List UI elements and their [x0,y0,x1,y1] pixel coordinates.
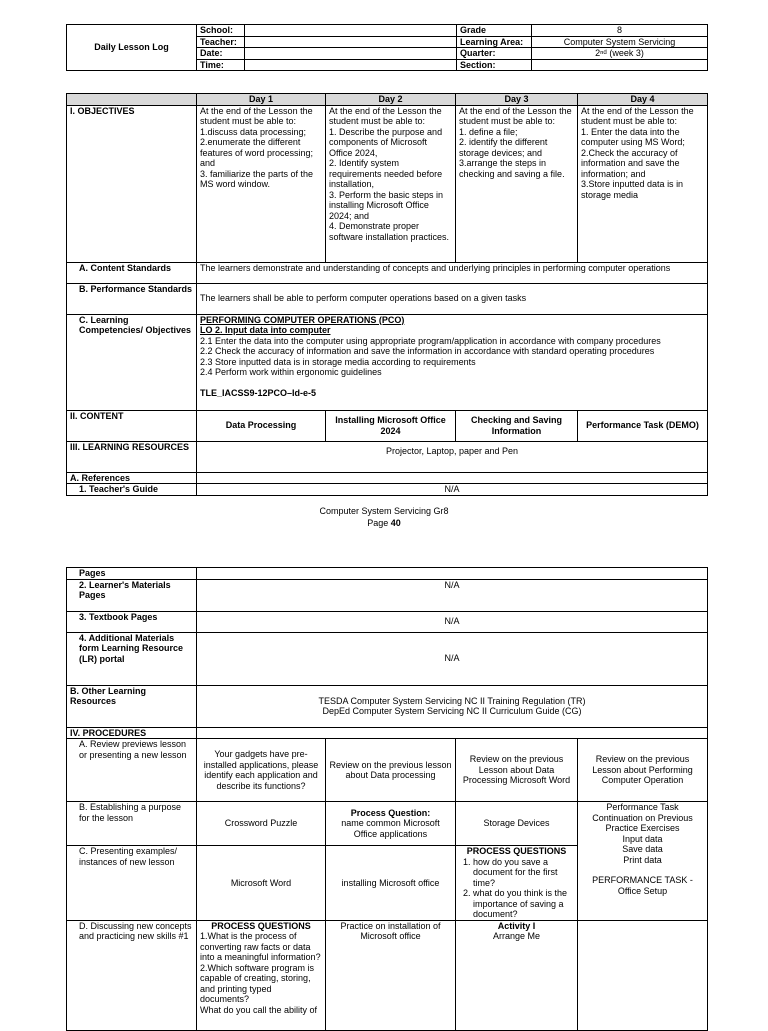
pages-blank [197,568,708,580]
procedures-label: IV. PROCEDURES [67,727,197,739]
objectives-day4 [578,105,708,262]
learning-resources-text: Projector, Laptop, paper and Pen [197,441,708,472]
obj-day4-item3: 3.Store inputted data is in storage media [581,179,684,200]
procedures-blank [197,727,708,739]
teacher-label: Teacher: [197,36,245,48]
date-value [245,48,457,60]
footer-subject: Computer System Servicing Gr8 [319,506,449,516]
procedure-b-day4-line: Save data [622,844,663,854]
learners-materials-value: N/A [197,579,708,611]
procedure-a-day1: Your gadgets have pre-installed applications, please identify each application and describe its functions? [197,739,326,802]
procedure-c-day4-text: PERFORMANCE TASK - Office Setup [592,875,693,896]
teachers-guide-value: N/A [197,484,708,496]
obj-day2-item3: 3. Perform the basic steps in installing Microsoft Office 2024; and [329,189,444,221]
content-day1: Data Processing [197,410,326,441]
day1-header: Day 1 [197,94,326,106]
section-label: Section: [457,59,532,71]
header-blank-cell [67,94,197,106]
procedure-b-day4-line: Print data [623,854,662,865]
content-day3: Checking and Saving Information [456,410,578,441]
competency-item: 2.4 Perform work within ergonomic guidelines [200,367,382,377]
procedure-d-day1-title: PROCESS QUESTIONS [211,920,311,931]
procedure-a-day3: Review on the previous Lesson about Data Processing Microsoft Word [456,739,578,802]
obj-day3-item2: 2. identify the different storage devices; and [459,137,548,158]
procedure-b-day2-text: name common Microsoft Office applications [341,818,440,839]
textbook-pages-label: 3. Textbook Pages [67,611,197,632]
competencies-label: C. Learning Competencies/ Objectives [67,314,197,410]
objectives-day2 [326,105,456,262]
header-table [66,24,708,71]
school-label: School: [197,25,245,37]
obj-day2-item2: 2. Identify system requirements needed before installation, [329,158,443,189]
area-value: Computer System Servicing [532,36,708,48]
textbook-pages-value: N/A [197,611,708,632]
time-label: Time: [197,59,245,71]
performance-standards-text: The learners shall be able to perform computer operations based on a given tasks [197,283,708,314]
competencies-cell [197,314,708,410]
additional-materials-label: 4. Additional Materials form Learning Resource (LR) portal [67,632,197,685]
objectives-label: I. OBJECTIVES [67,105,197,262]
procedure-d-day1-item: What do you call the ability of [200,1004,318,1015]
references-blank [197,472,708,484]
obj-day3-item3: 3.arrange the steps in checking and saving a file. [459,158,565,179]
footer-page-prefix: Page [367,518,391,528]
obj-day2-item1: 1. Describe the purpose and components of Microsoft Office 2024, [329,126,443,158]
competency-item: 2.2 Check the accuracy of information and save the information in accordance with standard operating procedures [200,346,655,356]
procedure-c-day3-title: PROCESS QUESTIONS [466,846,567,856]
procedure-c-day1: Microsoft Word [197,846,326,921]
procedure-c-day3-list [459,857,574,920]
procedure-b-day4-line: Input data [622,833,663,844]
procedure-d-day3-text: Arrange Me [492,931,541,941]
procedure-d-day2: Practice on installation of Microsoft office [326,920,456,1030]
lesson-table-page2 [66,567,708,1031]
procedure-b-day4-line: Performance Task [606,802,679,812]
objectives-day1 [197,105,326,262]
procedure-b-day2 [326,802,456,846]
obj-day3-intro: At the end of the Lesson the student must be able to: [459,105,572,126]
additional-materials-value: N/A [197,632,708,685]
procedure-b-day4-line: Continuation on Previous [592,812,693,823]
content-label: II. CONTENT [67,410,197,441]
content-day4: Performance Task (DEMO) [578,410,708,441]
other-resources-label: B. Other Learning Resources [67,685,197,727]
competency-item: 2.1 Enter the data into the computer using appropriate program/application in accordance with company procedures [200,335,661,346]
content-standards-text: The learners demonstrate and understanding of concepts and underlying principles in performing computer operations [197,262,708,283]
other-resources-line1: TESDA Computer System Servicing NC II Training Regulation (TR) [318,695,586,706]
procedure-a-day4: Review on the previous Lesson about Performing Computer Operation [578,739,708,802]
procedure-c-day3-item: 1. how do you save a document for the first time? [473,857,574,889]
section-value [532,59,708,71]
procedure-d-day4 [578,920,708,1030]
procedure-d-day3-title: Activity I [497,920,536,931]
day3-header: Day 3 [456,94,578,106]
procedure-c-day3-item: 2. what do you think is the importance of saving a document? [473,888,574,920]
obj-day4-item2: 2.Check the accuracy of information and save the information; and [581,147,680,179]
footer-page [0,518,768,528]
quarter-value: 2ⁿᵈ (week 3) [532,48,708,60]
procedure-d-day1-item: 2.Which software program is capable of creating, storing, and printing typed documents? [200,962,315,1004]
grade-label: Grade [457,25,532,37]
competency-item: 2.3 Store inputted data is in storage media according to requirements [200,356,476,367]
pages-label: Pages [67,568,197,580]
procedure-bc-day4 [578,802,708,921]
footer-page-number: 40 [390,518,401,528]
other-resources-line2: DepEd Computer System Servicing NC II Curriculum Guide (CG) [322,706,582,716]
teachers-guide-label: 1. Teacher's Guide [67,484,197,496]
teacher-value [245,36,457,48]
performance-standards-label: B. Performance Standards [67,283,197,314]
procedure-c-label: C. Presenting examples/ instances of new lesson [67,846,197,921]
procedure-c-day3 [456,846,578,921]
procedure-b-label: B. Establishing a purpose for the lesson [67,802,197,846]
learning-resources-label: III. LEARNING RESOURCES [67,441,197,472]
competency-code: TLE_IACSS9-12PCO–Id-e-5 [200,387,317,398]
obj-day4-item1: 1. Enter the data into the computer using MS Word; [581,126,685,147]
day2-header: Day 2 [326,94,456,106]
content-standards-label: A. Content Standards [67,262,197,283]
references-label: A. References [67,472,197,484]
procedure-b-day2-title: Process Question: [350,807,431,818]
obj-day4-intro: At the end of the Lesson the student must be able to: [581,105,694,126]
document-title: Daily Lesson Log [67,25,197,71]
quarter-label: Quarter: [457,48,532,60]
competencies-lo: LO 2. Input data into computer [200,325,331,335]
procedure-a-label: A. Review previews lesson or presenting a new lesson [67,739,197,802]
competencies-title: PERFORMING COMPUTER OPERATIONS (PCO) [200,314,405,325]
procedure-d-day1 [197,920,326,1030]
procedure-d-day3 [456,920,578,1030]
area-label: Learning Area: [457,36,532,48]
school-value [245,25,457,37]
procedure-d-day1-item: 1.What is the process of converting raw facts or data into a meaningful information? [200,931,321,962]
procedure-d-label: D. Discussing new concepts and practicing new skills #1 [67,920,197,1030]
obj-day2-item4: 4. Demonstrate proper software installation practices. [329,221,450,242]
obj-day1-item1: 1.discuss data processing; [200,126,307,137]
time-value [245,59,457,71]
obj-day3-item1: 1. define a file; [459,126,518,137]
day4-header: Day 4 [578,94,708,106]
obj-day2-intro: At the end of the Lesson the student must be able to: [329,105,442,126]
objectives-day3 [456,105,578,262]
obj-day1-item2: 2.enumerate the different features of word processing; and [200,137,314,168]
procedure-b-day1: Crossword Puzzle [197,802,326,846]
procedure-a-day2: Review on the previous lesson about Data processing [326,739,456,802]
obj-day1-intro: At the end of the Lesson the student must be able to: [200,105,313,126]
procedure-b-day3: Storage Devices [456,802,578,846]
grade-value: 8 [532,25,708,37]
date-label: Date: [197,48,245,60]
procedure-b-day4-line: Practice Exercises [605,823,680,833]
learners-materials-label: 2. Learner's Materials Pages [67,579,197,611]
procedure-c-day2: installing Microsoft office [326,846,456,921]
obj-day1-item3: 3. familiarize the parts of the MS word window. [200,168,314,189]
page-footer [0,506,768,528]
content-day2: Installing Microsoft Office 2024 [326,410,456,441]
lesson-table-page1 [66,93,708,496]
other-resources-cell [197,685,708,727]
